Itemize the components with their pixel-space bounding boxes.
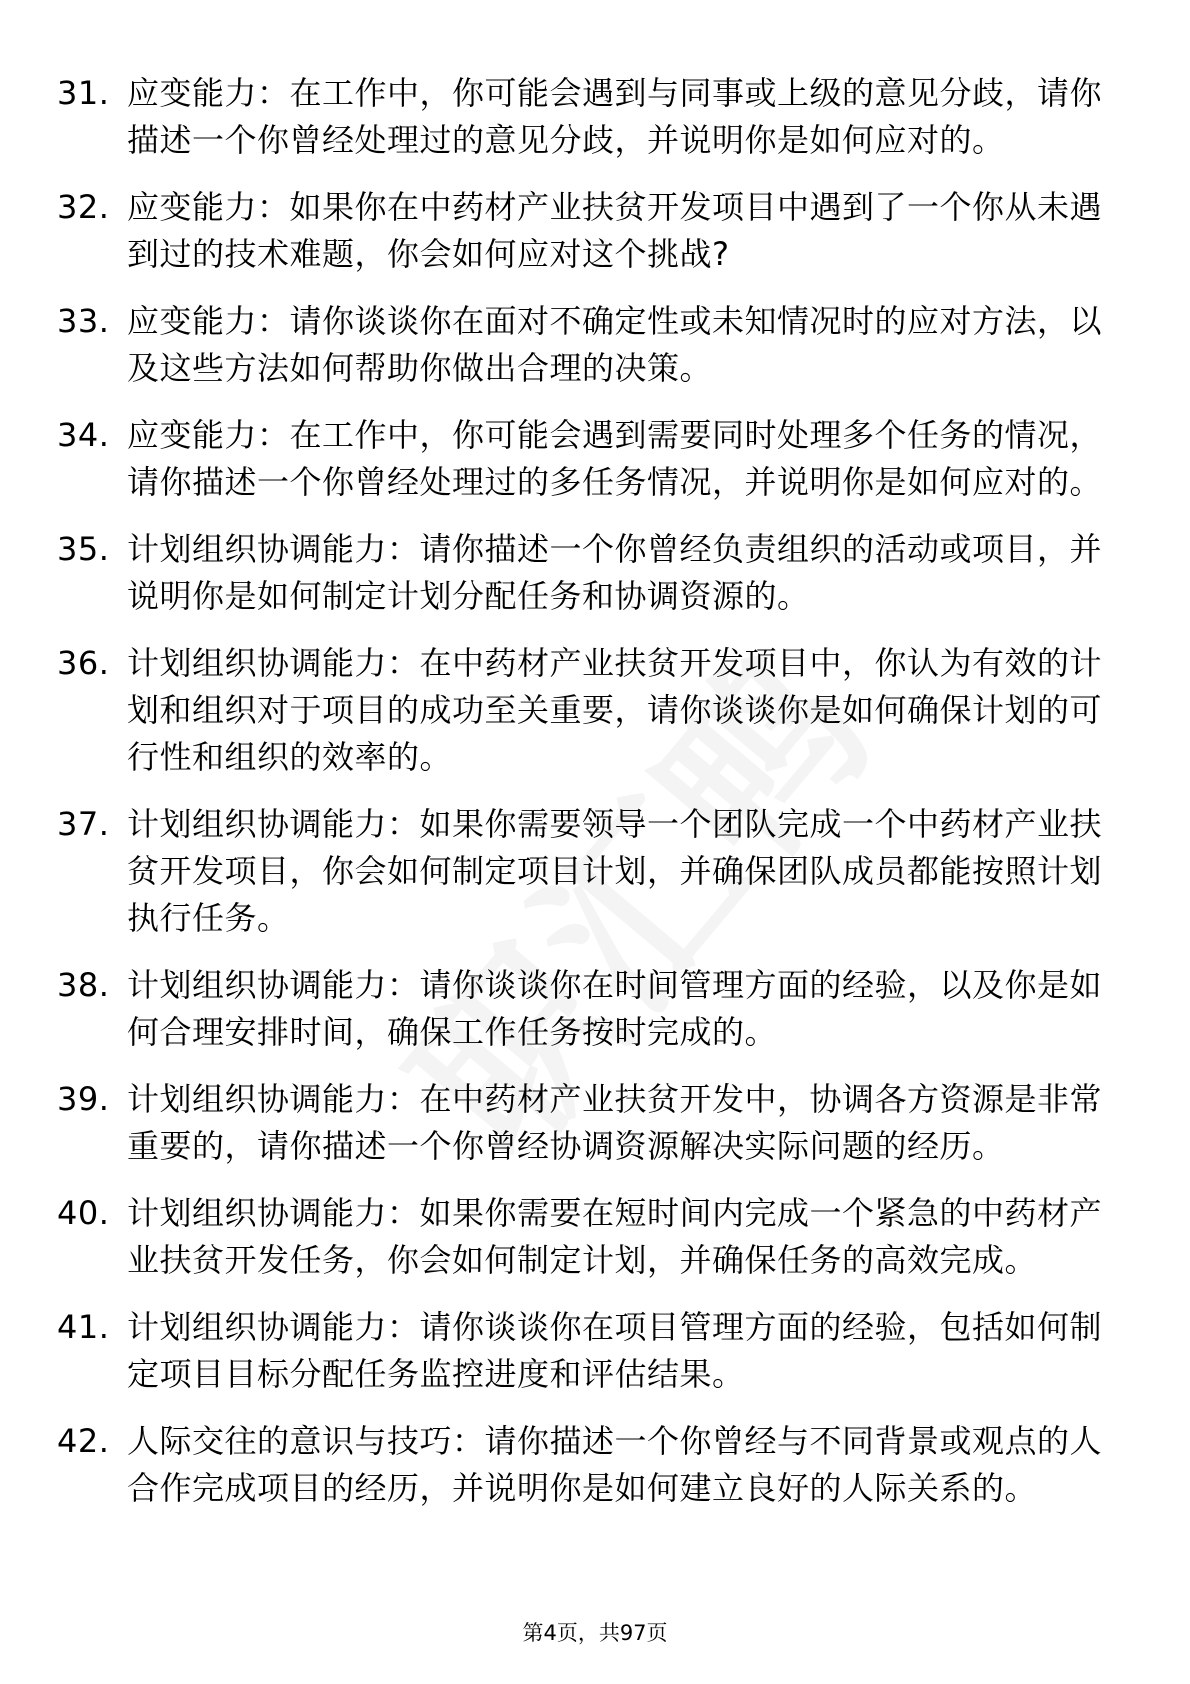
question-text: 应变能力：在工作中，你可能会遇到与同事或上级的意见分歧，请你描述一个你曾经处理过的意见分歧，并说明你是如何应对的。 [127,74,1103,159]
question-item [0,640,1190,781]
question-item [0,412,1190,506]
question-number: 40. [57,1194,110,1232]
question-text: 人际交往的意识与技巧：请你描述一个你曾经与不同背景或观点的人合作完成项目的经历，并说明你是如何建立良好的人际关系的。 [127,1422,1103,1507]
question-item [0,1304,1190,1398]
question-item [0,1190,1190,1284]
question-text: 计划组织协调能力：在中药材产业扶贫开发中，协调各方资源是非常重要的，请你描述一个你曾经协调资源解决实际问题的经历。 [127,1080,1103,1165]
question-item [0,298,1190,392]
page-footer: 第4页，共97页 [522,1621,668,1645]
question-number: 37. [57,805,110,843]
question-item [0,184,1190,278]
question-item [0,526,1190,620]
question-number: 34. [57,416,110,454]
question-item [0,962,1190,1056]
question-number: 35. [57,530,110,568]
question-text: 应变能力：请你谈谈你在面对不确定性或未知情况时的应对方法，以及这些方法如何帮助你做出合理的决策。 [127,302,1103,387]
question-text: 应变能力：如果你在中药材产业扶贫开发项目中遇到了一个你从未遇到过的技术难题，你会如何应对这个挑战? [127,188,1103,273]
question-list [0,70,1190,1532]
question-item [0,801,1190,942]
question-number: 31. [57,74,110,112]
question-number: 41. [57,1308,110,1346]
question-item [0,1076,1190,1170]
question-text: 计划组织协调能力：请你谈谈你在项目管理方面的经验，包括如何制定项目目标分配任务监控进度和评估结果。 [127,1308,1103,1393]
question-text: 计划组织协调能力：如果你需要领导一个团队完成一个中药材产业扶贫开发项目，你会如何制定项目计划，并确保团队成员都能按照计划执行任务。 [127,805,1103,937]
question-item [0,1418,1190,1512]
question-text: 应变能力：在工作中，你可能会遇到需要同时处理多个任务的情况，请你描述一个你曾经处理过的多任务情况，并说明你是如何应对的。 [127,416,1103,501]
question-text: 计划组织协调能力：在中药材产业扶贫开发项目中，你认为有效的计划和组织对于项目的成功至关重要，请你谈谈你是如何确保计划的可行性和组织的效率的。 [127,644,1103,776]
question-number: 33. [57,302,110,340]
question-number: 36. [57,644,110,682]
question-number: 32. [57,188,110,226]
question-text: 计划组织协调能力：请你描述一个你曾经负责组织的活动或项目，并说明你是如何制定计划分配任务和协调资源的。 [127,530,1103,615]
question-number: 38. [57,966,110,1004]
question-number: 39. [57,1080,110,1118]
question-item [0,70,1190,164]
question-number: 42. [57,1422,110,1460]
question-text: 计划组织协调能力：如果你需要在短时间内完成一个紧急的中药材产业扶贫开发任务，你会如何制定计划，并确保任务的高效完成。 [127,1194,1103,1279]
question-text: 计划组织协调能力：请你谈谈你在时间管理方面的经验，以及你是如何合理安排时间，确保工作任务按时完成的。 [127,966,1103,1051]
